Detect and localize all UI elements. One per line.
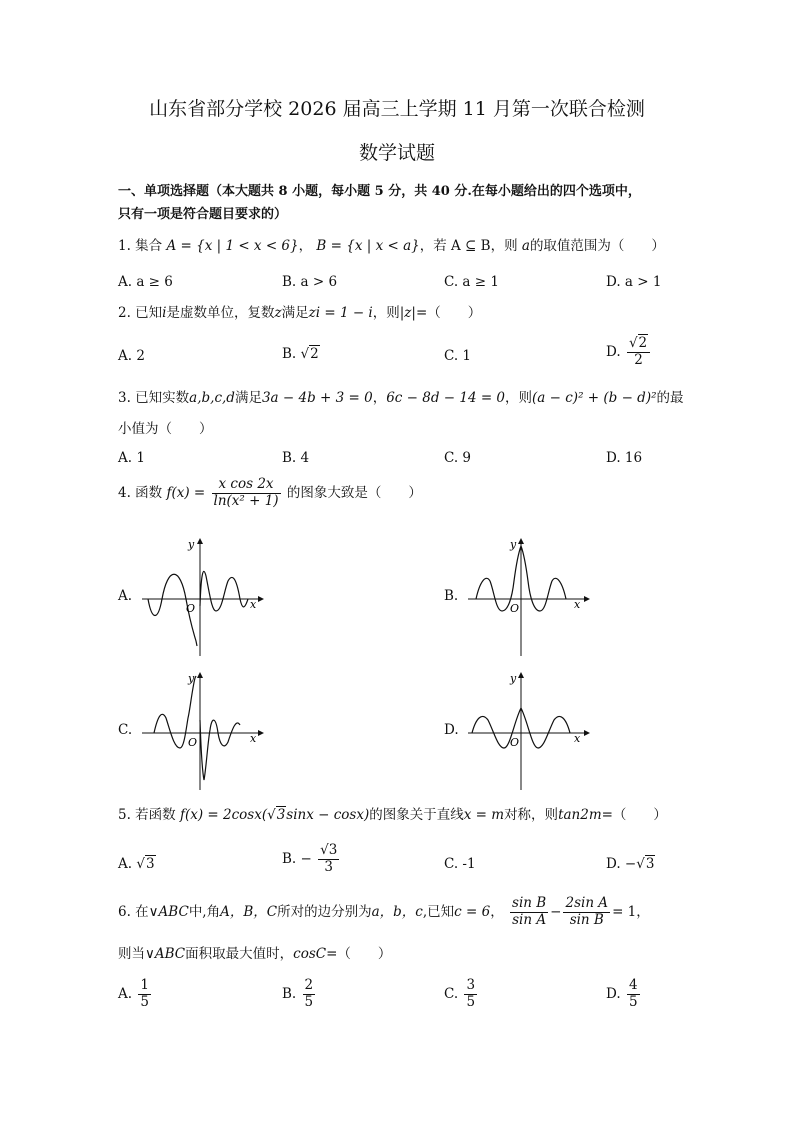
y-axis-arrow: [197, 672, 203, 678]
y-axis-arrow: [518, 672, 524, 678]
question-1: 1. 集合 A = {x | 1 < x < 6}， B = {x | x < a}，若 A ⊆ B，则 a的取值范围为（ ）: [118, 238, 665, 254]
q4-option-d-label[interactable]: D.: [444, 722, 459, 738]
q1-option-c[interactable]: C. a ≥ 1: [444, 274, 499, 290]
question-4: 4. 函数 f(x) = $\frac{\text{x cos 2x}}{\text{ln(x² + 1)}}$ 的图象大致是（ ）: [118, 476, 422, 509]
q1-option-a[interactable]: A. a ≥ 6: [118, 274, 173, 290]
curve-a: [148, 571, 248, 646]
curve-c: [154, 676, 240, 780]
question-5: 5. 若函数 f(x) = 2cosx(√3sinx − cosx)的图象关于直线x = m对称，则tan2m=（ ）: [118, 807, 667, 823]
q6-option-b[interactable]: B. $\frac{2}{5}$: [282, 977, 314, 1010]
question-6: 6. 在∨ABC中,角A，B，C所对的边分别为a，b，c,已知c = 6， $\frac{\text{sin B}}{\text{sin A}}$ − $\frac{\text{2sin A}}{\text{sin B}}$ = 1，: [118, 895, 650, 928]
y-label: y: [510, 538, 517, 551]
q4-graph-b[interactable]: [466, 536, 596, 658]
q2-option-d-fraction: $\frac{√2}{2}$: [627, 336, 650, 368]
x-label: x: [250, 598, 257, 611]
section-heading-line2: 只有一项是符合题目要求的）: [118, 207, 288, 222]
x-axis-arrow: [258, 596, 264, 602]
q5-option-c[interactable]: C. -1: [444, 856, 476, 872]
y-axis-arrow: [518, 538, 524, 544]
q4-graph-d[interactable]: [466, 670, 596, 792]
q2-option-d[interactable]: D. $\frac{√2}{2}$: [606, 336, 652, 368]
q2-option-b[interactable]: B. √2: [282, 346, 319, 362]
q4-graph-a[interactable]: [140, 536, 270, 658]
q4-graph-c[interactable]: [140, 670, 270, 792]
q3-option-d[interactable]: D. 16: [606, 450, 643, 466]
y-axis-arrow: [197, 538, 203, 544]
origin-label: O: [510, 736, 520, 749]
x-label: x: [250, 732, 257, 745]
question-6-line2: 则当∨ABC面积取最大值时，cosC=（ ）: [118, 946, 392, 962]
origin-label: O: [510, 602, 520, 615]
q2-option-c[interactable]: C. 1: [444, 348, 472, 364]
origin-label: O: [186, 602, 196, 615]
q1-option-d[interactable]: D. a > 1: [606, 274, 662, 290]
q3-option-c[interactable]: C. 9: [444, 450, 472, 466]
q6-option-d[interactable]: D. $\frac{4}{5}$: [606, 977, 638, 1010]
question-2: 2. 已知i是虚数单位，复数z满足zi = 1 − i，则|z|=（ ）: [118, 305, 482, 321]
x-label: x: [574, 598, 581, 611]
exam-subtitle: 数学试题: [358, 142, 435, 164]
q5-option-b-fraction: $\frac{√3}{3}$: [320, 842, 338, 875]
x-label: x: [574, 732, 581, 745]
x-axis-arrow: [584, 730, 590, 736]
q4-fraction: $\frac{\text{x cos 2x}}{\text{ln(x² + 1)}}$: [213, 476, 279, 509]
q3-option-b[interactable]: B. 4: [282, 450, 310, 466]
q1-option-b[interactable]: B. a > 6: [282, 274, 338, 290]
q6-option-a[interactable]: A. $\frac{1}{5}$: [118, 977, 149, 1010]
y-label: y: [188, 538, 195, 551]
x-axis-arrow: [584, 596, 590, 602]
y-label: y: [510, 672, 517, 685]
q6-option-c[interactable]: C. $\frac{3}{5}$: [444, 977, 476, 1010]
q6-fraction-1: $\frac{\text{sin B}}{\text{sin A}}$: [512, 895, 547, 928]
q4-option-b-label[interactable]: B.: [444, 588, 459, 604]
q4-option-a-label[interactable]: A.: [118, 588, 133, 604]
origin-label: O: [188, 736, 198, 749]
q5-option-b[interactable]: B. − $\frac{√3}{3}$: [282, 842, 338, 875]
q5-option-a[interactable]: A. √3: [118, 856, 155, 872]
q2-option-a[interactable]: A. 2: [118, 348, 145, 364]
y-label: y: [188, 672, 195, 685]
exam-title: 山东省部分学校 2026 届高三上学期 11 月第一次联合检测: [149, 98, 645, 120]
section-heading-line1: 一、单项选择题（本大题共 8 小题，每小题 5 分，共 40 分.在每小题给出的四个选项中，: [118, 184, 641, 199]
q6-fraction-2: $\frac{\text{2sin A}}{\text{sin B}}$: [565, 895, 609, 928]
x-axis-arrow: [258, 730, 264, 736]
q4-option-c-label[interactable]: C.: [118, 722, 133, 738]
q5-option-d[interactable]: D. −√3: [606, 856, 655, 872]
question-3-line2: 小值为（ ）: [118, 421, 213, 437]
q3-option-a[interactable]: A. 1: [118, 450, 145, 466]
question-3: 3. 已知实数a,b,c,d满足3a − 4b + 3 = 0，6c − 8d − 14 = 0，则(a − c)² + (b − d)²的最: [118, 390, 684, 406]
